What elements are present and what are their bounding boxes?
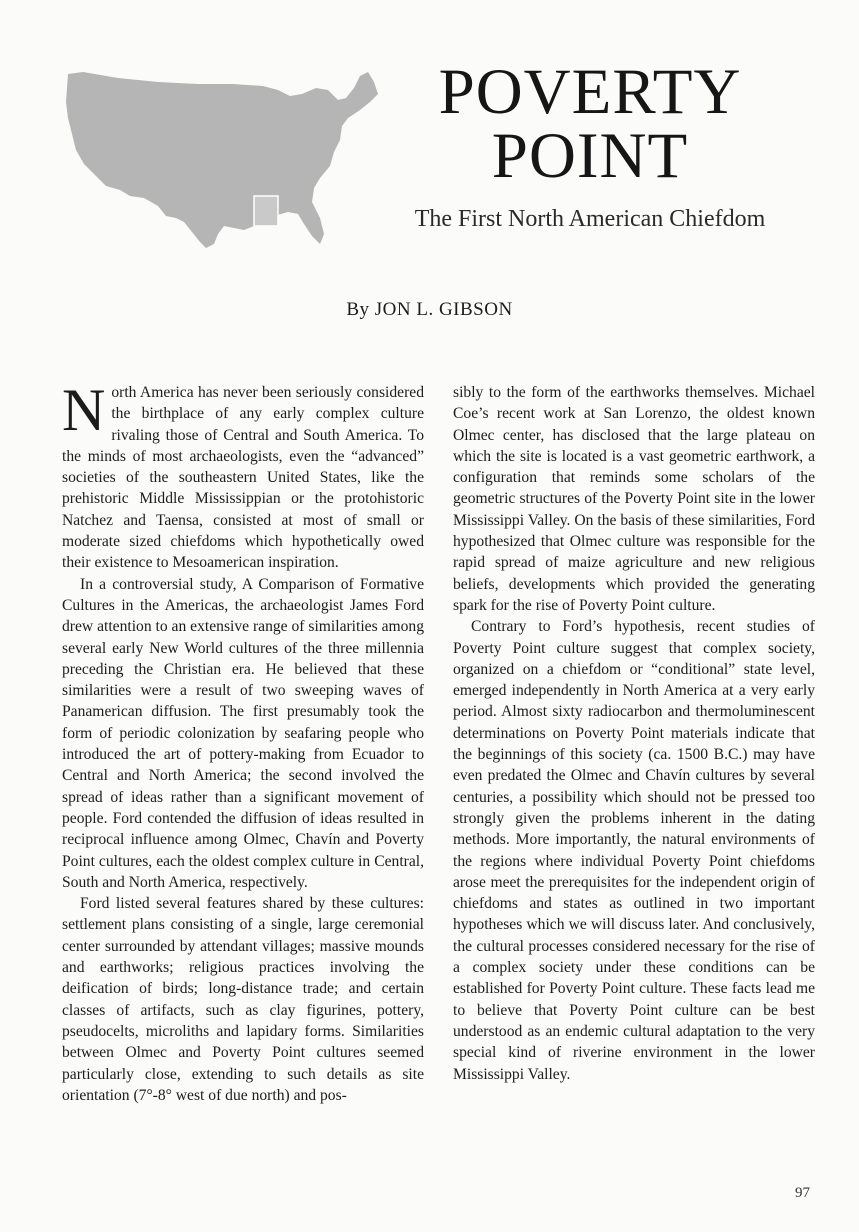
byline — [0, 299, 859, 321]
page-number: 97 — [795, 1185, 810, 1201]
united-states-map — [58, 66, 398, 256]
drop-cap: N — [62, 377, 106, 443]
title-line-1: POVERTY — [438, 56, 742, 128]
paragraph: Ford listed several features shared by these cultures: settlement plans consisting of a single, large ceremonial center surrounded by attendant villages; massive mounds and earthworks; religious practices involving the deification of birds; long-distance trade; and certain classes of artifacts, such as clay figurines, pottery, pseudocelts, microliths and lapidary forms. Similarities between Olmec and Poverty Point cultures seemed particularly close, extending to such details as site orientation (7°-8° west of due north) and pos- — [62, 895, 424, 1104]
article-title — [400, 56, 780, 192]
right-column — [453, 382, 815, 1085]
paragraph: Contrary to Ford’s hypothesis, recent studies of Poverty Point culture suggest that complex society, organized on a chiefdom or “conditional” state level, emerged independently in North America at a very early period. Almost sixty radiocarbon and thermoluminescent determinations on Poverty Point materials indicate that the beginnings of this society (ca. 1500 B.C.) may have even predated the Olmec and Chavín cultures by several centuries, a possibility which should not be pressed too strongly given the problems inherent in the dating methods. More importantly, the natural environments of the regions where individual Poverty Point chiefdoms arose meet the prerequisites for the independent origin of chiefdoms and states as outlined in two important hypotheses which we will discuss later. And conclusively, the cultural processes considered necessary for the rise of a complex society under these conditions can be established for Poverty Point culture. These facts lead me to believe that Poverty Point culture can be best understood as an endemic cultural adaptation to the very special kind of riverine environment in the lower Mississippi Valley. — [453, 618, 815, 1083]
poverty-point-region-box — [254, 196, 278, 226]
us-outline — [66, 72, 378, 248]
paragraph: sibly to the form of the earthworks themselves. Michael Coe’s recent work at San Lorenzo, the oldest known Olmec center, has disclosed that the large plateau on which the site is located is a vast geometric earthwork, a configuration that reminds some scholars of the geometric structures of the Poverty Point site in the lower Mississippi Valley. On the basis of these similarities, Ford hypothesized that Olmec culture was responsible for the rapid spread of maize agriculture and new religious beliefs, developments which provided the generating spark for the rise of Poverty Point culture. — [453, 384, 815, 614]
left-column — [62, 377, 425, 1106]
byline-prefix: By — [346, 299, 370, 320]
paragraph-text: orth America has never been seriously considered the birthplace of any early complex culture rivaling those of Central and South America. To the minds of most archaeologists, even the “advanced” societies of the southeastern United States, like the prehistoric Middle Mississippian or the protohistoric Natchez and Taensa, consisted at most of small or moderate sized chiefdoms which hypothetically owed their existence to Mesoamerican inspiration. — [62, 384, 424, 572]
byline-author: JON L. GIBSON — [374, 299, 513, 320]
title-line-2: POINT — [491, 120, 689, 192]
article-subtitle: The First North American Chiefdom — [414, 206, 766, 232]
paragraph: In a controversial study, A Comparison of Formative Cultures in the Americas, the archaeologist James Ford drew attention to an extensive range of similarities among several early New World cultures of the three millennia preceding the Christian era. He believed that these similarities were a result of two sweeping waves of Panamerican diffusion. The first presumably took the form of periodic colonization by seafaring people who introduced the art of pottery-making from Ecuador to Central and North America; the second involved the spread of ideas rather than a significant movement of people. Ford contended the diffusion of ideas resulted in reciprocal influence among Olmec, Chavín and Poverty Point cultures, each the oldest complex culture in Central, South and North America, respectively. — [62, 575, 425, 891]
paragraph — [62, 377, 424, 574]
